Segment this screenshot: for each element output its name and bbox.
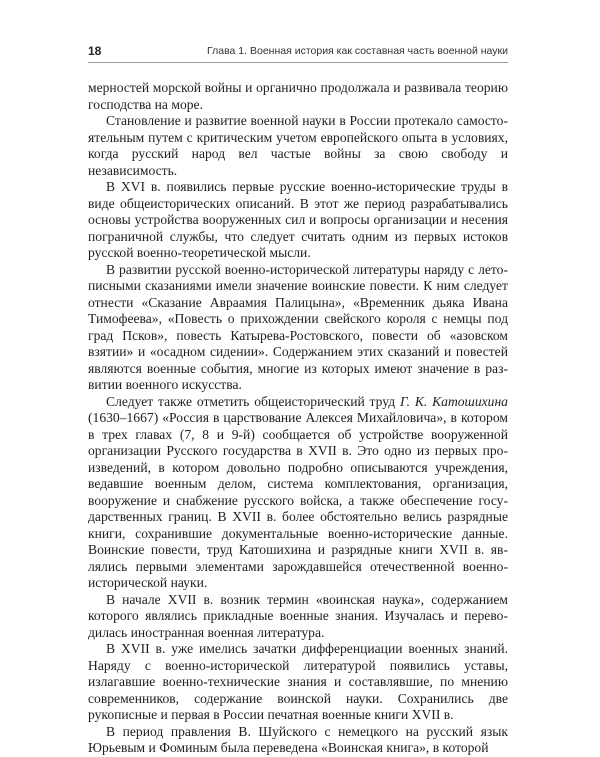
paragraph: В XVI в. появились первые русские военно-исторические труды в виде общеисторических описаний. В этот же период разрабатывались основы устройства вооруженных сил и вопросы организации и несения пограничной службы, что следует считать одним из первых истоков русской военно-теоретической мысли. bbox=[88, 179, 508, 260]
paragraph: В XVII в. уже имелись зачатки дифференциации военных знаний. Наряду с военно-исторической литературой появились уставы, излагавшие военно-технические знания и составлявшие, по мнению современников, содержание воинской науки. Сохранились две рукописные и первая в России печатная военные книги XVII в. bbox=[88, 641, 508, 722]
paragraph-with-emphasis bbox=[88, 394, 508, 592]
running-header bbox=[88, 44, 508, 63]
page-number: 18 bbox=[88, 44, 102, 58]
paragraph-text-before: Следует также отметить общеисторический труд bbox=[106, 393, 400, 409]
paragraph: В период правления В. Шуйского с немецкого на русский язык Юрьевым и Фоминым была переведена «Воинская книга», в которой bbox=[88, 723, 508, 755]
paragraph-continuation: мерностей морской войны и органично продолжала и развивала теорию господства на море. bbox=[88, 80, 508, 112]
body-text bbox=[88, 80, 508, 757]
paragraph: В начале XVII в. возник термин «воинская наука», содержанием которого являлись прикладные военные знания. Изучалась и переводилась иностранная военная литература. bbox=[88, 591, 508, 640]
chapter-title: Глава 1. Военная история как составная часть военной науки bbox=[207, 45, 508, 57]
paragraph-text-after: (1630–1667) «Россия в царствование Алексея Михайловича», в котором в трех главах (7, 8 и 9-й) сообщается об устройстве вооруженной организации Русского государства в XVII в. Это одно из первых произведений, в котором довольно подробно описываются учреждения, ведавшие военным делом, система комплектования, организация, вооружение и снабжение русского войска, а также обеспечение государственных границ. В XVII в. более обстоятельно велись разрядные книги, сохранившие документальные военно-исторические данные. Воинские повести, труд Катошихина и разрядные книги XVII в. являлись первыми элементами зарождавшейся отечественной военно-исторической науки. bbox=[88, 410, 508, 590]
paragraph: Становление и развитие военной науки в России протекало самостоятельным путем с критическим учетом европейского опыта в условиях, когда русский народ вел частые войны за свою свободу и независимость. bbox=[88, 113, 508, 178]
paragraph: В развитии русской военно-исторической литературы наряду с летописными сказаниями имели значение воинские повести. К ним следует отнести «Сказание Авраамия Палицына», «Временник дьяка Ивана Тимофеева», «Повесть о прихождении свейского короля с немцы под град Псков», повесть Катырева-Ростовского, повести об «азовском взятии» и «осадном сидении». Содержанием этих сказаний и повестей являются военные события, многие из которых имеют значение в развитии военного искусства. bbox=[88, 261, 508, 392]
author-name-emphasis: Г. К. Катошихина bbox=[399, 393, 508, 409]
